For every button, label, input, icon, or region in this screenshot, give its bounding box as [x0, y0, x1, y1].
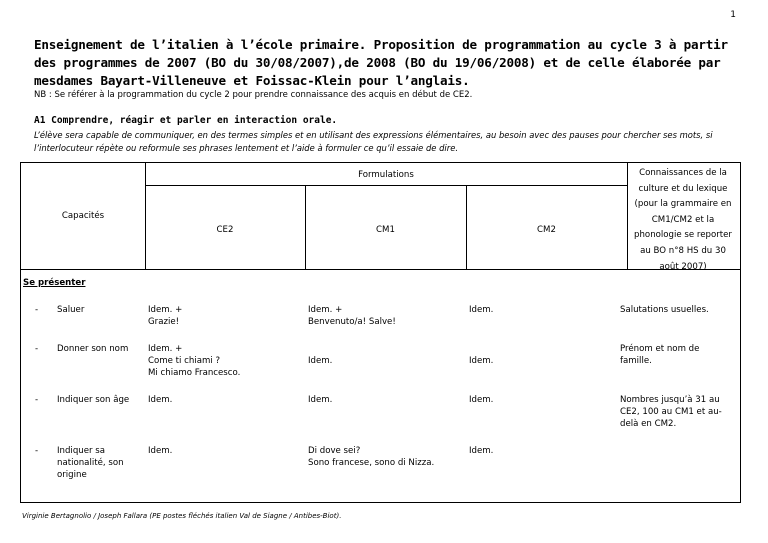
page-number: 1 [730, 10, 736, 20]
cm2-cell: Idem. [469, 446, 494, 456]
ce2-cell [148, 394, 298, 406]
connaissance-cell: Salutations usuelles. [620, 305, 709, 315]
capacite-cell: Indiquer son âge [57, 395, 130, 405]
cm1-line: Sono francese, sono di Nizza. [308, 458, 435, 468]
cm1-line: Idem. + [308, 305, 343, 315]
cm1-cell [308, 355, 458, 367]
cm1-line: Idem. [308, 356, 333, 366]
ce2-line: Idem. [148, 395, 173, 405]
cm2-cell: Idem. [469, 356, 494, 366]
cm1-line: Benvenuto/a! Salve! [308, 317, 396, 327]
ce2-line: Idem. + [148, 305, 183, 315]
ce2-line: Come ti chiami ? [148, 356, 221, 366]
ce2-cell [148, 304, 298, 328]
row-dash: - [35, 344, 39, 354]
section-title: A1 Comprendre, réagir et parler en interaction orale. [34, 115, 338, 126]
cm1-line: Idem. [308, 395, 333, 405]
footer-credits: Virginie Bertagnolio / Joseph Fallara (PE postes fléchés italien Val de Siagne / Antibes-Biot). [22, 512, 342, 520]
cm2-cell: Idem. [469, 305, 494, 315]
header-cm2: CM2 [537, 225, 556, 235]
header-ce2: CE2 [216, 225, 234, 235]
subheading-se-presenter: Se présenter [23, 278, 86, 288]
ce2-line: Mi chiamo Francesco. [148, 368, 241, 378]
ce2-line: Idem. + [148, 344, 183, 354]
ce2-line: Grazie! [148, 317, 180, 327]
connaissance-cell: Nombres jusqu’à 31 au CE2, 100 au CM1 et au-delà en CM2. [620, 395, 722, 429]
cm2-cell: Idem. [469, 395, 494, 405]
row-dash: - [35, 305, 39, 315]
document-title: Enseignement de l’italien à l’école primaire. Proposition de programmation au cycle 3 à partir des programmes de 2007 (BO du 30/08/2007),de 2008 (BO du 19/06/2008) et de celle élaborée par mesdames Bayart-Villeneuve et Foissac-Klein pour l’anglais. [34, 37, 728, 88]
header-formulations: Formulations [358, 170, 414, 180]
capacite-cell: Indiquer sa nationalité, son origine [57, 446, 124, 480]
ce2-cell [148, 343, 298, 379]
capacite-cell: Saluer [57, 305, 85, 315]
header-cm1: CM1 [376, 225, 395, 235]
section-description: L’élève sera capable de communiquer, en des termes simples et en utilisant des expressions élémentaires, au besoin avec des pauses pour chercher ses mots, si l’interlocuteur répète ou reformule ses phrases lentement et l’aide à formuler ce qu’il essaie de dire. [34, 130, 713, 153]
header-capacites: Capacités [61, 211, 105, 221]
ce2-cell [148, 445, 298, 457]
capacite-cell: Donner son nom [57, 344, 129, 354]
header-connaissances: Connaissances de la culture et du lexique (pour la grammaire en CM1/CM2 et la phonologie se reporter au BO n°8 HS du 30 août 2007) [634, 168, 732, 272]
cm1-cell [308, 445, 463, 469]
connaissance-cell: Prénom et nom de famille. [620, 344, 700, 366]
ce2-line: Idem. [148, 446, 173, 456]
programmation-table [20, 162, 741, 503]
cm1-cell [308, 394, 458, 406]
row-dash: - [35, 395, 39, 405]
cm1-cell [308, 304, 458, 328]
nb-note: NB : Se référer à la programmation du cycle 2 pour prendre connaissance des acquis en début de CE2. [34, 90, 473, 100]
row-dash: - [35, 446, 39, 456]
cm1-line: Di dove sei? [308, 446, 361, 456]
